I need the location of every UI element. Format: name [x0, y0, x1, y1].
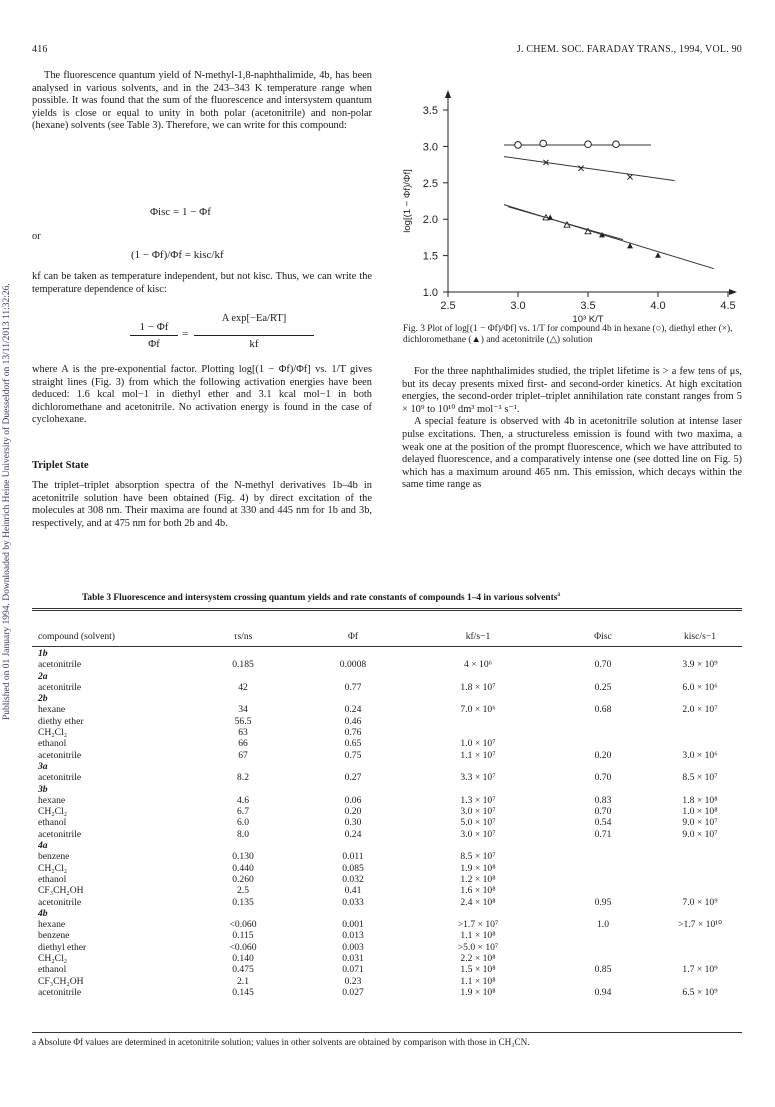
- table-cell: [548, 976, 658, 987]
- table-cell: 0.071: [342, 964, 364, 976]
- table-cell: 1.0 × 10⁸: [682, 806, 718, 818]
- table-cell: benzene: [38, 851, 70, 863]
- table-cell: 1.0 × 10⁷: [460, 738, 496, 750]
- figure-3-caption: Fig. 3 Plot of log[(1 − Φf)/Φf] vs. 1/T for compound 4b in hexane (○), diethyl ether (×), dichloromethane (▲) and acetonitrile (△) solution: [403, 324, 733, 346]
- compound-label: 4a: [38, 840, 48, 852]
- table-caption-mark: a: [557, 590, 561, 598]
- eq3-lhs-denominator: Φf: [148, 338, 160, 350]
- table-header-cell: Φf: [347, 631, 359, 642]
- table-row: [38, 750, 742, 761]
- table-group-row: [38, 761, 742, 772]
- table-cell: CF₃CH₂OH: [38, 975, 84, 987]
- table-cell: 0.24: [344, 704, 362, 716]
- table-cell: [658, 851, 742, 862]
- table-row: [38, 851, 742, 862]
- table-caption: [82, 590, 561, 603]
- table-row: [38, 863, 742, 874]
- table-cell: 0.95: [594, 896, 612, 908]
- table-cell: ethanol: [38, 873, 67, 885]
- table-cell: [658, 727, 742, 738]
- table-cell: 1.5 × 10⁸: [460, 964, 496, 976]
- or-text: or: [32, 231, 41, 242]
- table-cell: 0.70: [594, 772, 612, 784]
- table-row: [38, 953, 742, 964]
- table-row: [38, 885, 742, 896]
- table-cell: 42: [238, 681, 248, 693]
- table-cell: 1.1 × 10⁸: [460, 975, 496, 987]
- x-tick-label: 4.5: [720, 300, 736, 312]
- table-cell: hexane: [38, 919, 66, 931]
- table-cell: 0.031: [342, 953, 364, 965]
- table-group-row: [38, 648, 742, 659]
- table-cell: 0.46: [344, 715, 362, 727]
- data-point-hexane: [515, 142, 522, 149]
- table-cell: hexane: [38, 704, 66, 716]
- data-point-hexane: [540, 140, 547, 147]
- table-cell: acetonitrile: [38, 749, 82, 761]
- table-cell: [658, 976, 742, 987]
- paragraph: kf can be taken as temperature independent, but not kisc. Thus, we can write the temperature dependence of kisc:: [32, 271, 372, 295]
- table-cell: 1.2 × 10⁸: [460, 873, 496, 885]
- y-axis-arrow: [445, 90, 451, 98]
- table-3: [38, 614, 742, 998]
- table-header-cell: kisc/s−1: [683, 631, 717, 642]
- table-cell: >5.0 × 10⁷: [457, 941, 499, 953]
- table-cell: 0.77: [344, 681, 362, 693]
- table-row: [38, 772, 742, 783]
- table-cell: [548, 863, 658, 874]
- table-cell: 0.70: [594, 659, 612, 671]
- table-cell: 0.475: [232, 964, 254, 976]
- table-cell: 0.68: [594, 704, 612, 716]
- table-cell: acetonitrile: [38, 659, 82, 671]
- table-cell: 2.1: [237, 975, 249, 987]
- compound-label: 3a: [38, 760, 48, 772]
- table-cell: 1.8 × 10⁷: [460, 681, 496, 693]
- table-cell: hexane: [38, 794, 66, 806]
- table-group-row: [38, 671, 742, 682]
- table-cell: 0.185: [232, 659, 254, 671]
- x-tick-label: 3.5: [580, 300, 596, 312]
- table-cell: 63: [238, 727, 248, 739]
- table-cell: 0.71: [594, 828, 612, 840]
- table-cell: 0.65: [344, 738, 362, 750]
- table-row: [38, 930, 742, 941]
- table-cell: acetonitrile: [38, 986, 82, 998]
- table-cell: [548, 930, 658, 941]
- table-row: [38, 897, 742, 908]
- table-row: [38, 987, 742, 998]
- left-column-top: [32, 70, 372, 133]
- table-cell: CF₃CH₂OH: [38, 885, 84, 897]
- table-cell: 0.20: [594, 749, 612, 761]
- eq3-rhs-denominator: kf: [249, 338, 259, 350]
- table-row: [38, 727, 742, 738]
- table-cell: [408, 716, 548, 727]
- table-cell: [658, 874, 742, 885]
- table-cell: 0.30: [344, 817, 362, 829]
- table-cell: 1.0: [597, 919, 609, 931]
- table-cell: 0.140: [232, 953, 254, 965]
- table-cell: 0.011: [342, 851, 364, 863]
- table-cell: acetonitrile: [38, 828, 82, 840]
- table-cell: [658, 716, 742, 727]
- table-cell: 2.5: [237, 885, 249, 897]
- x-axis-label: 10³ K/T: [572, 314, 604, 322]
- y-axis-label: log[(1 − Φf)/Φf]: [402, 169, 413, 233]
- table-cell: [548, 716, 658, 727]
- right-column-text: [402, 366, 742, 492]
- table-group-row: [38, 840, 742, 851]
- table-cell: ethanol: [38, 817, 67, 829]
- table-cell: 0.23: [344, 975, 362, 987]
- table-cell: CH₂Cl₂: [38, 862, 68, 874]
- table-footnote: a Absolute Φf values are determined in acetonitrile solution; values in other solvents are obtained by comparison with those in CH₃CN.: [32, 1037, 530, 1047]
- table-cell: acetonitrile: [38, 681, 82, 693]
- table-cell: 8.5 × 10⁷: [460, 851, 496, 863]
- table-cell: 0.54: [594, 817, 612, 829]
- paragraph: The fluorescence quantum yield of N-methyl-1,8-naphthalimide, 4b, has been analysed in various solvents, and in the 243–343 K temperature range when possible. It was found that the sum of the fluorescence and intersystem quantum yields is close or equal to unity in both polar (acetonitrile) and non-polar (hexane) solvents (see Table 3). Therefore, we can write for this compound:: [32, 70, 372, 132]
- paragraph: where A is the pre-exponential factor. Plotting log[(1 − Φf)/Φf] vs. 1/T gives straight lines (Fig. 3) from which the following activation energies have been deduced: 1.6 kcal mol−1 in diethyl ether and 3.1 kcal mol−1 in both dichloromethane and acetonitrile. No activation energy is found in the case of cyclohexane.: [32, 364, 372, 426]
- table-cell: 0.41: [344, 885, 362, 897]
- table-row: [38, 874, 742, 885]
- page-number: 416: [32, 44, 48, 55]
- table-cell: 0.033: [342, 896, 364, 908]
- table-header-row: [38, 614, 742, 648]
- table-cell: [408, 727, 548, 738]
- table-cell: 0.032: [342, 873, 364, 885]
- table-cell: 0.115: [232, 930, 254, 942]
- table-cell: 9.0 × 10⁷: [682, 828, 718, 840]
- table-cell: [548, 851, 658, 862]
- left-column-bottom: [32, 480, 372, 530]
- paragraph: The triplet–triplet absorption spectra of the N-methyl derivatives 1b–4b in acetonitrile solution have been obtained (Fig. 4) by direct excitation of the molecules at 308 nm. Their maxima are found at 330 and 445 nm for 1b and 3b, respectively, and at 475 nm for both 2b and 4b.: [32, 480, 372, 529]
- table-cell: [548, 953, 658, 964]
- table-cell: 0.440: [232, 862, 254, 874]
- table-cell: [658, 885, 742, 896]
- table-cell: benzene: [38, 930, 70, 942]
- table-cell: 0.20: [344, 806, 362, 818]
- table-row: [38, 659, 742, 670]
- left-column-mid: [32, 271, 372, 296]
- table-cell: 0.003: [342, 941, 364, 953]
- table-cell: 3.9 × 10⁹: [682, 659, 718, 671]
- table-row: [38, 919, 742, 930]
- equation-1: Φisc = 1 − Φf: [150, 206, 211, 218]
- table-cell: ethanol: [38, 964, 67, 976]
- table-cell: 2.4 × 10⁸: [460, 896, 496, 908]
- table-cell: 56.5: [234, 715, 252, 727]
- table-cell: CH₂Cl₂: [38, 953, 68, 965]
- table-cell: 0.135: [232, 896, 254, 908]
- table-group-row: [38, 784, 742, 795]
- table-cell: 3.0 × 10⁶: [682, 749, 718, 761]
- table-group-row: [38, 908, 742, 919]
- compound-label: 1b: [38, 648, 48, 659]
- table-row: [38, 682, 742, 693]
- table-cell: >1.7 × 10¹⁰: [678, 919, 722, 931]
- table-cell: 0.130: [232, 851, 254, 863]
- table-cell: 0.70: [594, 806, 612, 818]
- table-cell: 0.83: [594, 794, 612, 806]
- table-row: [38, 829, 742, 840]
- compound-label: 2a: [38, 670, 48, 682]
- x-tick-label: 3.0: [510, 300, 526, 312]
- table-cell: >1.7 × 10⁷: [457, 919, 499, 931]
- table-cell: 5.0 × 10⁷: [460, 817, 496, 829]
- table-row: [38, 976, 742, 987]
- table-cell: 6.0: [237, 817, 249, 829]
- x-tick-label: 2.5: [440, 300, 456, 312]
- table-cell: [548, 942, 658, 953]
- equation-2: (1 − Φf)/Φf = kisc/kf: [131, 249, 224, 261]
- table-cell: 0.145: [232, 986, 254, 998]
- table-cell: 0.027: [342, 986, 364, 998]
- table-cell: 1.9 × 10⁸: [460, 862, 496, 874]
- download-watermark-text: Published on 01 January 1994. Downloaded by Heinrich Heine University of Duesseldorf on 13/11/2013 11:32:26.: [2, 283, 12, 720]
- table-cell: [548, 738, 658, 749]
- table-header-cell: kf/s−1: [465, 631, 491, 642]
- table-cell: [658, 738, 742, 749]
- table-header-cell: τs/ns: [233, 631, 253, 642]
- paragraph: For the three naphthalimides studied, the triplet lifetime is > a few tens of μs, but its decay presents mixed first- and second-order kinetics. At high excitation energies, the second-order triplet–triplet annihilation rate constant ranges from 5 × 10⁹ to 10¹⁰ dm³ mol⁻¹ s⁻¹.: [402, 366, 742, 415]
- table-row: [38, 806, 742, 817]
- table-cell: 9.0 × 10⁷: [682, 817, 718, 829]
- table-cell: 8.2: [237, 772, 249, 784]
- table-cell: 0.76: [344, 727, 362, 739]
- data-point-dichloromethane: [547, 215, 553, 220]
- x-tick-label: 4.0: [650, 300, 666, 312]
- table-cell: 1.7 × 10⁹: [682, 964, 718, 976]
- table-row: [38, 942, 742, 953]
- table-body: [38, 614, 742, 998]
- table-cell: 1.1 × 10⁸: [460, 930, 496, 942]
- table-cell: 8.5 × 10⁷: [682, 772, 718, 784]
- fit-line-dichloromethane: [504, 205, 714, 269]
- table-cell: 2.0 × 10⁷: [682, 704, 718, 716]
- table-cell: 2.2 × 10⁸: [460, 953, 496, 965]
- table-cell: 0.25: [594, 681, 612, 693]
- download-watermark: [2, 150, 16, 720]
- y-tick-label: 3.0: [422, 141, 438, 154]
- y-tick-label: 1.0: [422, 287, 438, 299]
- table-cell: 1.1 × 10⁷: [460, 749, 496, 761]
- table-cell: 1.6 × 10⁸: [460, 885, 496, 897]
- table-cell: 3.0 × 10⁷: [460, 828, 496, 840]
- table-cell: 0.06: [344, 794, 362, 806]
- table-row: [38, 795, 742, 806]
- data-point-dichloromethane: [655, 252, 661, 257]
- table-cell: diethy ether: [38, 715, 84, 727]
- eq3-lhs-numerator: 1 − Φf: [139, 321, 169, 333]
- table-cell: 0.75: [344, 749, 362, 761]
- table-cell: acetonitrile: [38, 896, 82, 908]
- table-cell: 0.013: [342, 930, 364, 942]
- eq3-rhs-numerator: A exp[−Ea/RT]: [221, 313, 287, 324]
- table-header-cell: compound (solvent): [38, 631, 116, 642]
- table-cell: 0.0008: [339, 659, 367, 671]
- y-tick-label: 1.5: [422, 250, 438, 263]
- equation-3: 1 − Φf Φf = A exp[−Ea/RT] kf: [130, 309, 330, 355]
- table-cell: 7.0 × 10⁶: [460, 704, 496, 716]
- journal-header: J. CHEM. SOC. FARADAY TRANS., 1994, VOL. 90: [516, 44, 742, 55]
- table-cell: 34: [238, 704, 248, 716]
- table-group-row: [38, 693, 742, 704]
- data-point-diethyl-ether: [627, 174, 632, 179]
- table-cell: 6.0 × 10⁶: [682, 681, 718, 693]
- table-cell: 0.085: [342, 862, 364, 874]
- table-cell: 3.3 × 10⁷: [460, 772, 496, 784]
- data-point-diethyl-ether: [578, 166, 583, 171]
- table-cell: [658, 930, 742, 941]
- table-cell: [548, 874, 658, 885]
- table-row: [38, 704, 742, 715]
- table-cell: [548, 727, 658, 738]
- compound-label: 4b: [38, 907, 48, 919]
- y-tick-label: 2.0: [422, 214, 438, 227]
- table-cell: 67: [238, 749, 248, 761]
- table-cell: 66: [238, 738, 248, 750]
- table-cell: 0.94: [594, 986, 612, 998]
- table-cell: acetonitrile: [38, 772, 82, 784]
- table-cell: CH₂Cl₂: [38, 806, 68, 818]
- table-row: [38, 964, 742, 975]
- table-cell: 0.260: [232, 873, 254, 885]
- table-row: [38, 716, 742, 727]
- data-point-hexane: [613, 141, 620, 148]
- compound-label: 2b: [38, 693, 48, 705]
- table-cell: 4 × 10⁶: [464, 659, 492, 671]
- table-row: [38, 817, 742, 828]
- left-column-lower: [32, 364, 372, 427]
- table-cell: 0.27: [344, 772, 362, 784]
- table-cell: ethanol: [38, 738, 67, 750]
- y-tick-label: 2.5: [422, 177, 438, 190]
- x-axis-arrow: [729, 289, 737, 295]
- table-cell: [548, 885, 658, 896]
- table-cell: 0.001: [342, 919, 364, 931]
- table-caption-text: Table 3 Fluorescence and intersystem crossing quantum yields and rate constants of compounds 1–4 in various solvents: [82, 593, 558, 604]
- table-cell: CH₂Cl₂: [38, 727, 68, 739]
- data-point-hexane: [585, 141, 592, 148]
- table-cell: 0.85: [594, 964, 612, 976]
- table-cell: 1.9 × 10⁸: [460, 986, 496, 998]
- table-cell: 6.7: [237, 806, 249, 818]
- table-cell: 7.0 × 10⁹: [682, 896, 718, 908]
- table-cell: [658, 953, 742, 964]
- paragraph: A special feature is observed with 4b in acetonitrile solution at intense laser pulse excitations. Then, a structureless emission is found with two maxima, a weak one at the position of the prompt fluorescence, which we have attributed to delayed fluorescence, and a comparatively intense one (see dotted line on Fig. 5) which has a maximum around 465 nm. This emission, which decays within the same time range as: [402, 416, 742, 491]
- table-cell: [658, 863, 742, 874]
- table-cell: <0.060: [229, 919, 257, 931]
- table-cell: [658, 942, 742, 953]
- section-heading: Triplet State: [32, 460, 89, 471]
- fit-line-diethyl-ether: [504, 157, 675, 181]
- table-cell: <0.060: [229, 941, 257, 953]
- table-cell: 1.3 × 10⁷: [460, 794, 496, 806]
- table-cell: 8.0: [237, 828, 249, 840]
- table-cell: 4.6: [237, 794, 249, 806]
- table-cell: 0.24: [344, 828, 362, 840]
- table-cell: 6.5 × 10⁹: [682, 986, 718, 998]
- table-row: [38, 738, 742, 749]
- y-tick-label: 3.5: [422, 105, 438, 117]
- table-cell: 1.8 × 10⁸: [682, 794, 718, 806]
- table-header-cell: Φisc: [594, 631, 612, 642]
- table-cell: diethyl ether: [38, 941, 87, 953]
- table-cell: 3.0 × 10⁷: [460, 806, 496, 818]
- compound-label: 3b: [38, 783, 48, 795]
- figure-3-chart: [388, 72, 758, 322]
